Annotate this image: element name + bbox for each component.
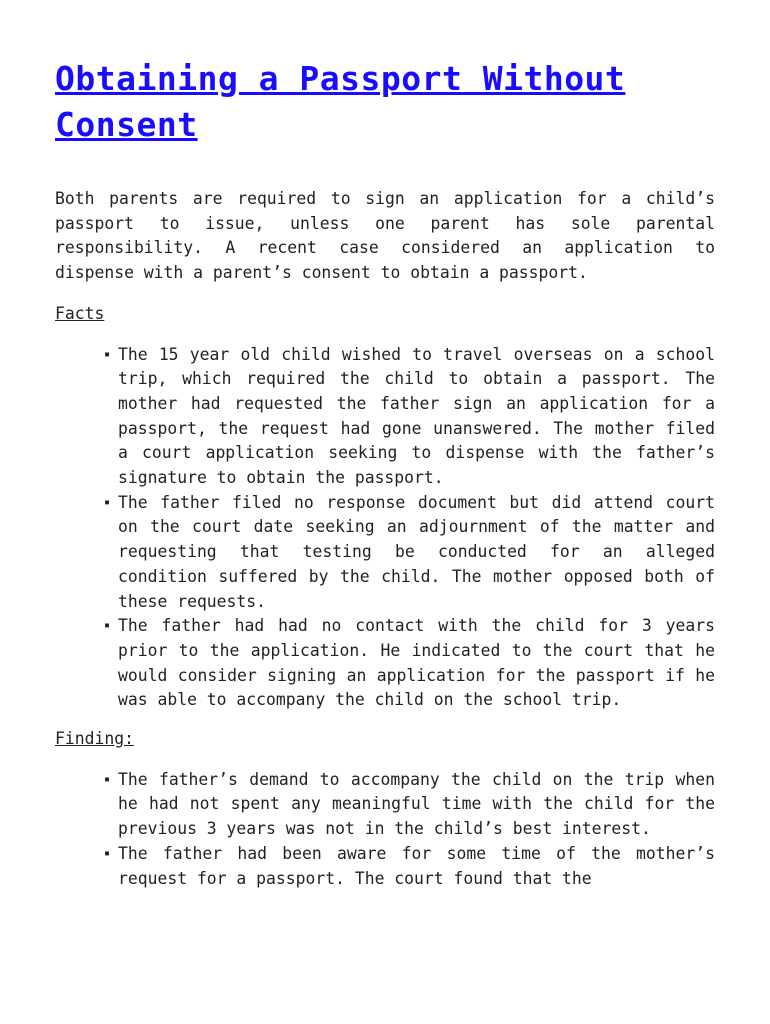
intro-paragraph: Both parents are required to sign an application for a child’s passport to issue, unless one parent has sole parental responsibility. A recent case considered an application to dispense with a parent’s consent to obtain a passport. xyxy=(55,189,715,283)
bullet-icon: ▪ xyxy=(104,348,111,360)
finding-list xyxy=(55,768,715,892)
list-item-text: The father had been aware for some time of the mother’s request for a passport. The court found that the xyxy=(118,843,715,888)
list-item xyxy=(104,491,715,615)
list-item-text: The father’s demand to accompany the child on the trip when he had not spent any meaningful time with the child for the previous 3 years was not in the child’s best interest. xyxy=(118,769,715,839)
list-item-text: The 15 year old child wished to travel overseas on a school trip, which required the child to obtain a passport. The mother had requested the father sign an application for a passport, the request had gone unanswered. The mother filed a court application seeking to dispense with the father’s signature to obtain the passport. xyxy=(118,344,715,488)
page-title xyxy=(55,56,715,148)
title-link[interactable]: Obtaining a Passport Without Consent xyxy=(55,59,626,144)
list-item-text: The father had had no contact with the child for 3 years prior to the application. He indicated to the court that he would consider signing an application for the passport if he was able to accompany the child on the school trip. xyxy=(118,616,715,710)
list-item xyxy=(104,768,715,842)
bullet-icon: ▪ xyxy=(104,847,111,859)
list-item xyxy=(104,343,715,491)
facts-list xyxy=(55,343,715,714)
bullet-icon: ▪ xyxy=(104,620,111,632)
list-item xyxy=(104,614,715,713)
list-item xyxy=(104,842,715,891)
section-heading-facts: Facts xyxy=(55,303,105,323)
section-heading-finding: Finding: xyxy=(55,729,134,749)
article xyxy=(55,56,715,891)
list-item-text: The father filed no response document but did attend court on the court date seeking an adjournment of the matter and requesting that testing be conducted for an alleged condition suffered by the child. The mother opposed both of these requests. xyxy=(118,492,715,611)
bullet-icon: ▪ xyxy=(104,496,111,508)
bullet-icon: ▪ xyxy=(104,773,111,785)
